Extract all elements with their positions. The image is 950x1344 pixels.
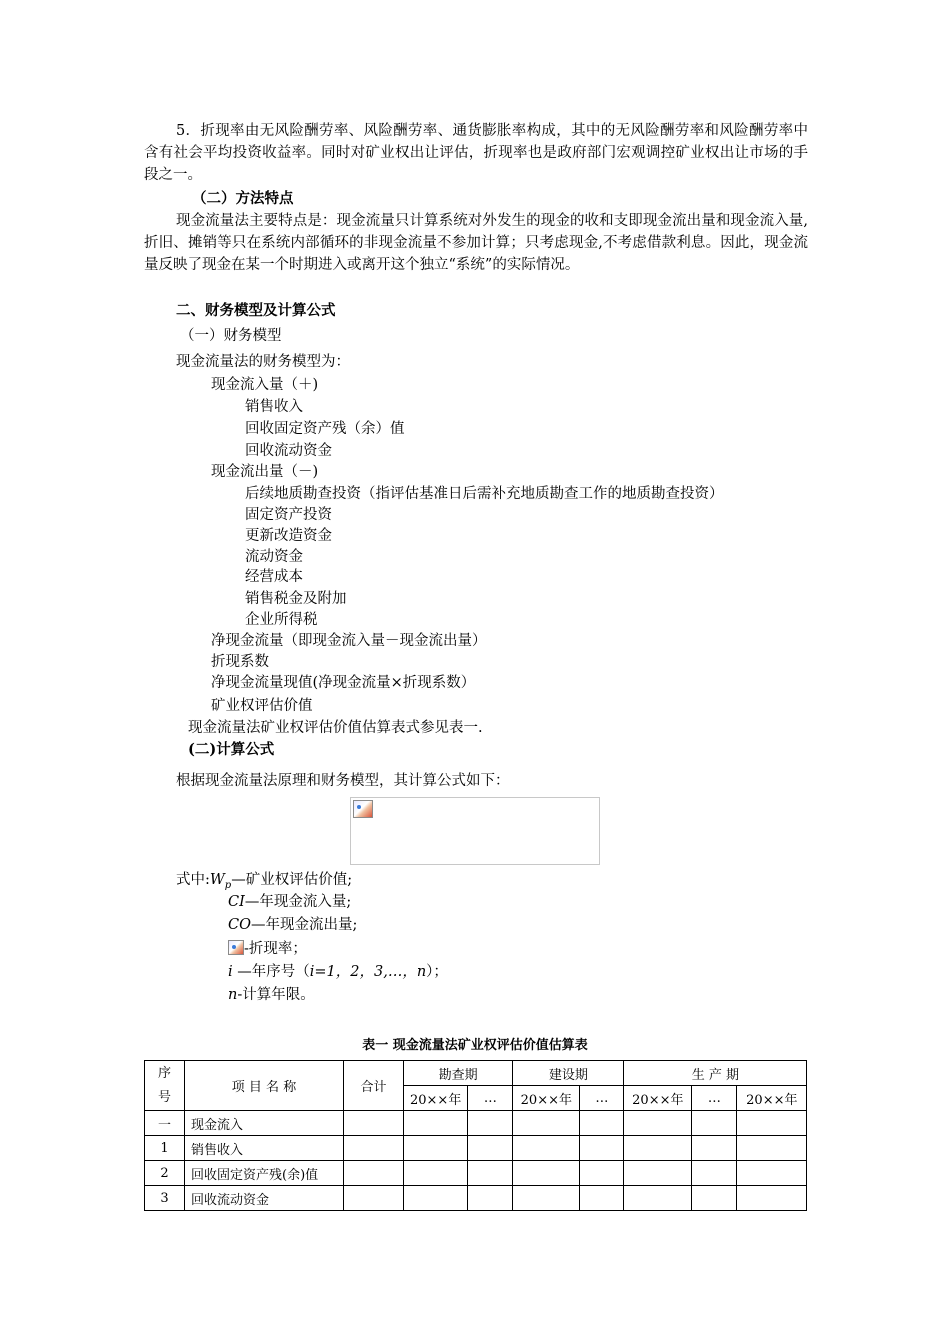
sub1-heading: （一）财务模型 — [180, 328, 282, 344]
model-intro: 现金流量法的财务模型为： — [176, 354, 350, 370]
method-heading: （二）方法特点 — [192, 190, 294, 207]
outflow-label: 现金流出量（－) — [211, 464, 319, 480]
formula-intro: 根据现金流量法原理和财务模型，其计算公式如下： — [176, 773, 510, 789]
inflow-label: 现金流入量（＋) — [211, 377, 319, 393]
header-seq: 序 号 — [145, 1061, 185, 1111]
outflow-item: 经营成本 — [245, 569, 303, 585]
outflow-item: 后续地质勘查投资（指评估基准日后需补充地质勘查工作的地质勘查投资） — [245, 486, 724, 502]
outflow-item: 销售税金及附加 — [245, 591, 347, 607]
table-reference: 现金流量法矿业权评估价值估算表式参见表一. — [188, 720, 483, 736]
header-total: 合计 — [344, 1061, 404, 1111]
inflow-item: 回收固定资产残（余）值 — [245, 421, 405, 437]
header-year: 20××年 — [624, 1086, 692, 1111]
row-seq: 3 — [145, 1186, 185, 1211]
net-item: 净现金流量现值(净现金流量×折现系数） — [211, 675, 476, 691]
header-ellipsis: … — [468, 1086, 513, 1111]
row-seq: 1 — [145, 1136, 185, 1161]
table-title: 表一 现金流量法矿业权评估价值估算表 — [362, 1038, 588, 1053]
table-row — [145, 1111, 807, 1136]
legend-wp: 式中$:W_p—$矿业权评估价值; — [176, 872, 353, 891]
header-year: 20××年 — [737, 1086, 807, 1111]
row-seq: 一 — [145, 1111, 185, 1136]
outflow-item: 企业所得税 — [245, 612, 318, 628]
sub2-heading: (二)计算公式 — [188, 741, 275, 758]
net-item: 矿业权评估价值 — [211, 698, 313, 714]
header-year: 20××年 — [404, 1086, 468, 1111]
net-item: 折现系数 — [211, 654, 269, 670]
table-row — [145, 1186, 807, 1211]
table-row — [145, 1161, 807, 1186]
legend-i: i —年序号（i=1，2，3,…，n）； — [228, 964, 448, 980]
header-exploration-period: 勘查期 — [404, 1061, 513, 1086]
header-ellipsis: … — [692, 1086, 737, 1111]
header-year: 20××年 — [513, 1086, 580, 1111]
outflow-item: 更新改造资金 — [245, 528, 332, 544]
formula-image — [350, 797, 600, 865]
row-name: 销售收入 — [185, 1136, 344, 1161]
outflow-item: 固定资产投资 — [245, 507, 332, 523]
valuation-table — [144, 1060, 807, 1211]
outflow-item: 流动资金 — [245, 549, 303, 565]
legend-rate: -折现率； — [228, 938, 307, 960]
net-item: 净现金流量（即现金流入量－现金流出量） — [211, 633, 487, 649]
paragraph-discount-rate: 5．折现率由无风险酬劳率、风险酬劳率、通货膨胀率构成，其中的无风险酬劳率和风险酬劳率中含有社会平均投资收益率。同时对矿业权出让评估，折现率也是政府部门宏观调控矿业权出让市场的手段之一。 — [144, 123, 808, 183]
header-ellipsis: … — [580, 1086, 624, 1111]
inflow-item: 销售收入 — [245, 399, 303, 415]
method-paragraph: 现金流量法主要特点是：现金流量只计算系统对外发生的现金的收和支即现金流出量和现金流入量,折旧、摊销等只在系统内部循环的非现金流量不参加计算；只考虑现金,不考虑借款利息。因此，现金流量反映了现金在某一个时期进入或离开这个独立“系统”的实际情况。 — [144, 213, 808, 273]
section2-heading: 二、财务模型及计算公式 — [176, 302, 336, 319]
header-production-period: 生 产 期 — [624, 1061, 807, 1086]
row-name: 回收流动资金 — [185, 1186, 344, 1211]
header-construction-period: 建设期 — [513, 1061, 624, 1086]
inflow-item: 回收流动资金 — [245, 443, 332, 459]
legend-ci: CI—年现金流入量; — [228, 894, 352, 910]
broken-image-icon — [228, 940, 244, 955]
table-header-row — [145, 1061, 807, 1086]
row-name: 回收固定资产残(余)值 — [185, 1161, 344, 1186]
broken-image-icon — [353, 800, 373, 818]
row-name: 现金流入 — [185, 1111, 344, 1136]
header-item-name: 项 目 名 称 — [185, 1061, 344, 1111]
row-seq: 2 — [145, 1161, 185, 1186]
table-row — [145, 1136, 807, 1161]
legend-co: CO—年现金流出量; — [228, 917, 358, 933]
legend-n: n-计算年限。 — [228, 987, 315, 1003]
